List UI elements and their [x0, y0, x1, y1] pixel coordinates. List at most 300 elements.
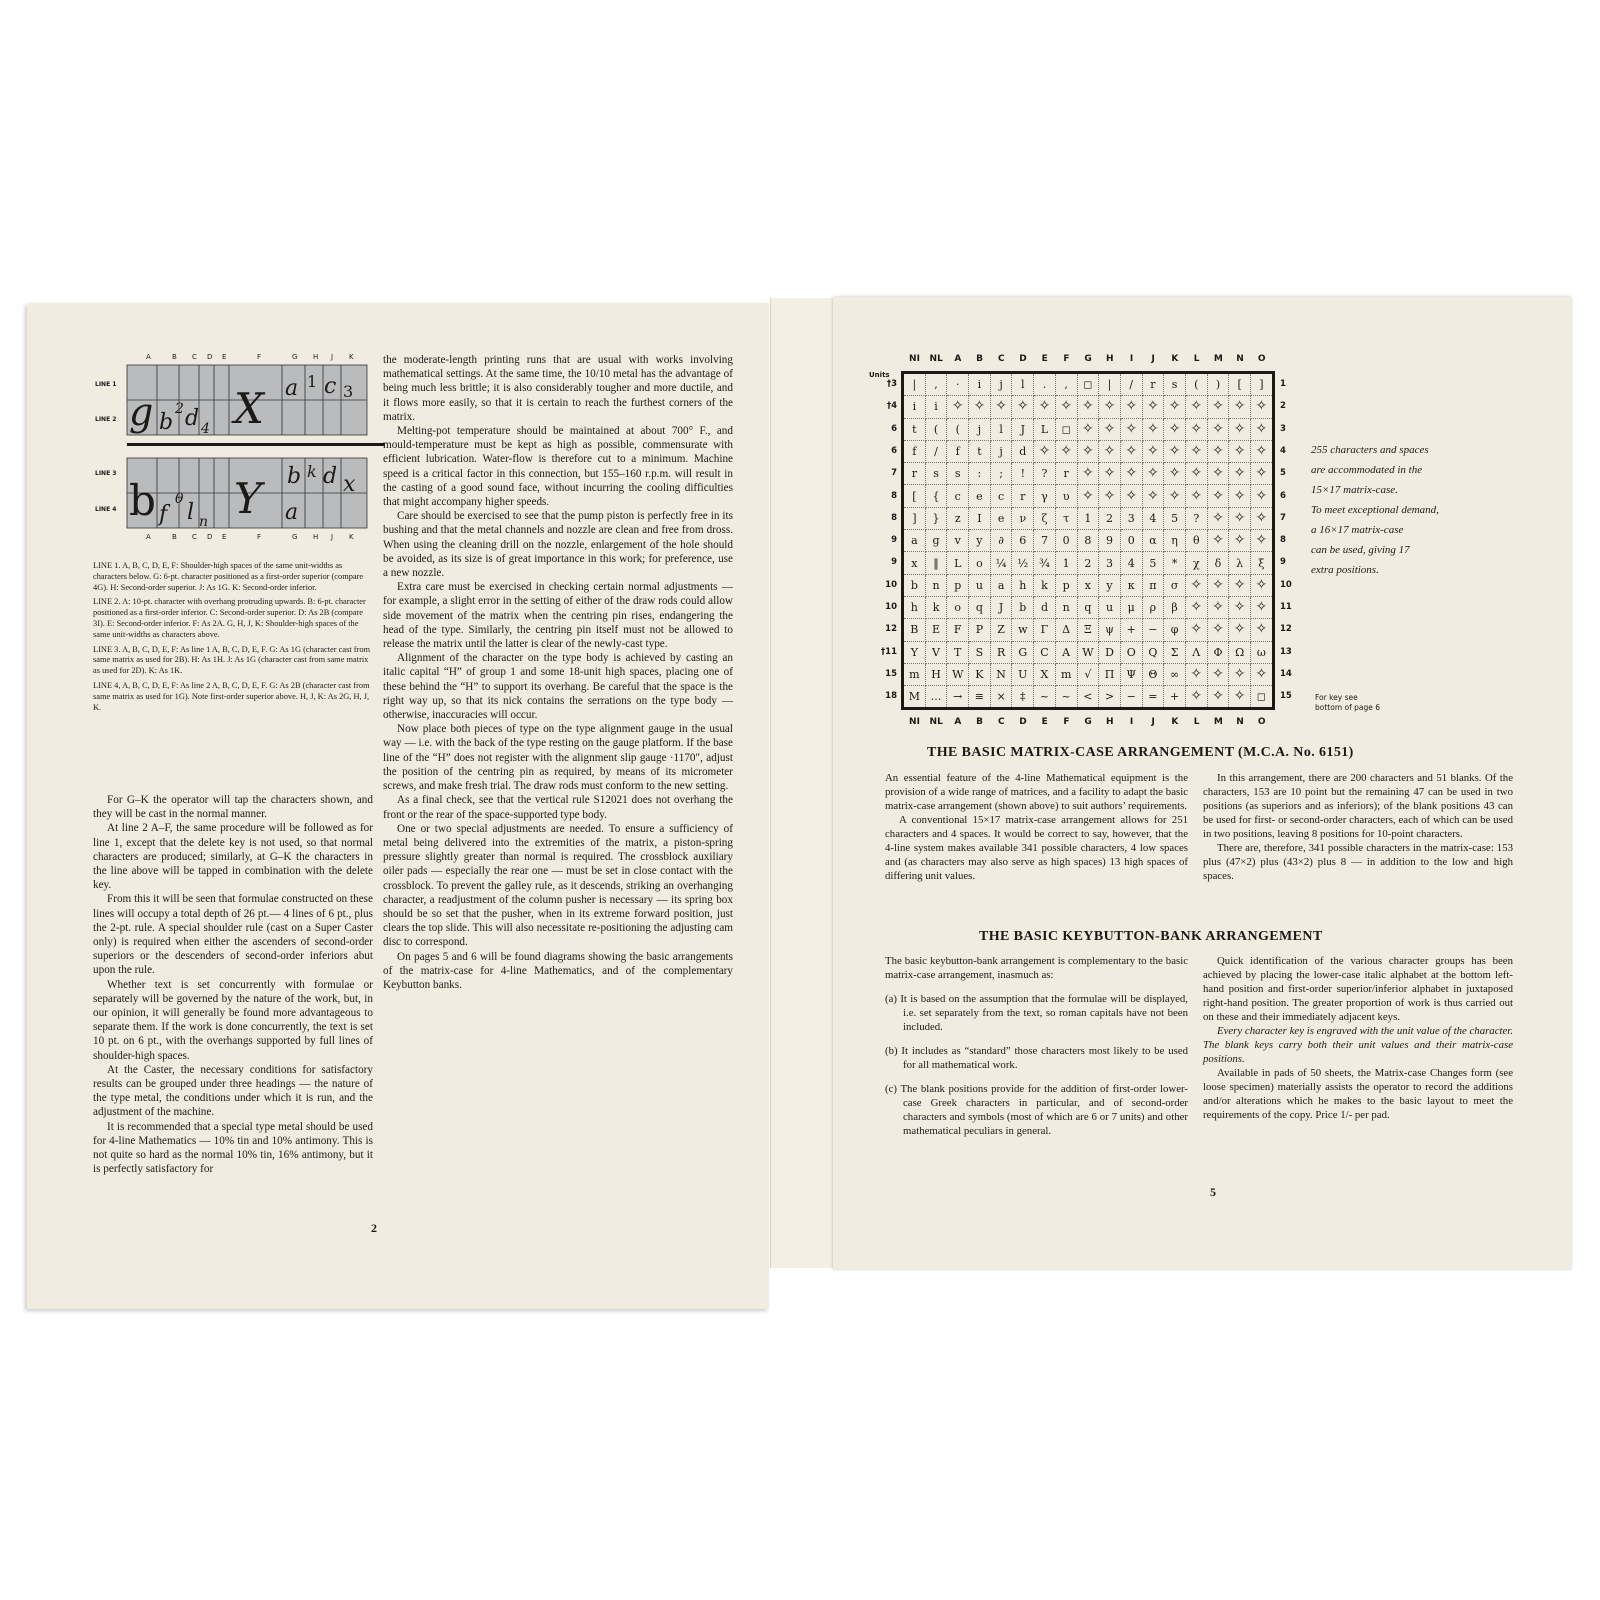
matrix-row-number: 15 [1280, 691, 1292, 702]
svg-text:a: a [285, 376, 299, 401]
matrix-col-header: NI [909, 717, 920, 727]
matrix-cell: [ [1229, 373, 1251, 396]
matrix-cell: θ [1185, 530, 1207, 552]
col-letter: D [207, 353, 213, 361]
matrix-cell: ✧ [1142, 463, 1164, 485]
matrix-col-header: G [1084, 717, 1092, 727]
matrix-cell: | [1099, 373, 1121, 396]
paragraph: For G–K the operator will tap the characters shown, and they will be cast in the normal manner. [93, 794, 373, 821]
matrix-unit-value: 15 [885, 668, 897, 679]
matrix-cell: … [925, 686, 947, 709]
matrix-cell: k [925, 596, 947, 618]
matrix-cell: ✧ [1185, 396, 1207, 418]
matrix-cell: ✧ [1055, 440, 1077, 462]
matrix-section-col2 [1203, 771, 1513, 883]
matrix-cell: e [990, 507, 1012, 529]
matrix-cell: B [903, 619, 926, 641]
matrix-cell: V [925, 641, 947, 663]
matrix-cell: ν [1012, 507, 1034, 529]
matrix-cell: D [1099, 641, 1121, 663]
matrix-cell: Ξ [1077, 619, 1099, 641]
matrix-row [903, 619, 1274, 641]
matrix-cell: q [1077, 596, 1099, 618]
col-letter: C [192, 353, 197, 361]
matrix-cell: i [969, 373, 991, 396]
matrix-cell: 7 [1034, 530, 1056, 552]
note-line: To meet exceptional demand, [1311, 504, 1439, 516]
matrix-cell: ✧ [1251, 596, 1274, 618]
matrix-cell: r [1012, 485, 1034, 507]
col-letter: F [257, 533, 262, 541]
matrix-cell: = [1142, 686, 1164, 709]
list-item: (b) It includes as “standard” those characters most likely to be used for all mathematical work. [885, 1045, 1188, 1071]
col-letter: E [222, 533, 227, 541]
matrix-cell: b [1012, 596, 1034, 618]
matrix-row-number: 6 [1280, 490, 1286, 501]
line-label: LINE 3 [95, 470, 117, 477]
caption-line: LINE 3. A, B, C, D, E, F: As line 1 A, B, C, D, E, F. G: As 1G (character cast from same matrix as used for 2B). H: As 1H. J: As 1G (character cast from same matrix as used for 2D). K: As 1K. [93, 644, 371, 676]
matrix-cell: τ [1055, 507, 1077, 529]
matrix-row [903, 507, 1274, 529]
units-label: Units [869, 371, 890, 379]
caption-line: LINE 4, A, B, C, D, E, F: As line 2 A, B, C, D, E, F. G: As 2B (character cast from same matrix as used for 1G). Note first-order superior above. H, J, K: As 2G, H, J, K. [93, 680, 370, 712]
matrix-unit-value: 7 [891, 468, 897, 479]
matrix-cell: K [969, 663, 991, 685]
matrix-cell: υ [1055, 485, 1077, 507]
heading-matrix-case: THE BASIC MATRIX-CASE ARRANGEMENT (M.C.A. No. 6151) [927, 745, 1354, 760]
matrix-cell: m [903, 663, 926, 685]
matrix-cell: π [1142, 574, 1164, 596]
matrix-cell: + [1120, 619, 1142, 641]
matrix-cell: 0 [1120, 530, 1142, 552]
paragraph: At the Caster, the necessary conditions for satisfactory results can be grouped under three headings — the nature of the type metal, the conditions under which it is run, and the adjustment of the machine. [93, 1063, 373, 1119]
matrix-unit-value: †11 [880, 646, 897, 657]
col-letter: J [331, 533, 334, 541]
matrix-cell: Z [990, 619, 1012, 641]
col-letter: B [172, 353, 177, 361]
paragraph: As a final check, see that the vertical rule S12021 does not overhang the front or the rear of the space-supported type body. [383, 794, 733, 821]
matrix-cell: ✧ [1229, 663, 1251, 685]
matrix-cell: ✧ [1207, 619, 1229, 641]
matrix-cell: J [1012, 418, 1034, 440]
matrix-cell: √ [1077, 663, 1099, 685]
matrix-row [903, 686, 1274, 709]
list-item: (a) It is based on the assumption that the formulae will be displayed, i.e. set separately from the text, so roman capitals have not been included. [885, 993, 1188, 1033]
heading-keybutton: THE BASIC KEYBUTTON-BANK ARRANGEMENT [979, 929, 1323, 944]
matrix-unit-value: 10 [885, 579, 897, 590]
matrix-cell: 3 [1120, 507, 1142, 529]
matrix-cell: M [903, 686, 926, 709]
paragraph: Melting-pot temperature should be maintained at about 700° F., and mould-temperature must be kept as high as possible, commensurate with efficient lubrication. Water-flow is therefore cut to a minimum. Machine speed is a critical factor in this connection, but 155–160 r.p.m. will result in the casting of a good sound face, without incurring the cooling difficulties that might accompany higher speeds. [383, 425, 733, 509]
matrix-cell: ( [925, 418, 947, 440]
matrix-cell: g [925, 530, 947, 552]
matrix-cell: + [1164, 686, 1186, 709]
matrix-col-header: J [1151, 717, 1155, 727]
col-letter: A [146, 353, 151, 361]
matrix-col-header: D [1019, 717, 1027, 727]
note-line: can be used, giving 17 [1311, 544, 1410, 556]
matrix-cell: ] [903, 507, 926, 529]
svg-text:2: 2 [175, 401, 184, 417]
matrix-col-headers-bottom [901, 717, 1266, 729]
matrix-cell: ✧ [1229, 596, 1251, 618]
matrix-cell: × [990, 686, 1012, 709]
matrix-cell: , [1055, 373, 1077, 396]
col-letter: K [349, 533, 354, 541]
matrix-cell: U [1012, 663, 1034, 685]
matrix-cell: β [1164, 596, 1186, 618]
left-column-1 [93, 793, 373, 1176]
matrix-cell: e [969, 485, 991, 507]
matrix-cell: ✧ [1185, 463, 1207, 485]
matrix-col-header: L [1193, 354, 1200, 364]
matrix-cell: ✧ [1142, 485, 1164, 507]
matrix-col-header: A [954, 354, 962, 364]
matrix-cell: x [1077, 574, 1099, 596]
col-letter: F [257, 353, 262, 361]
matrix-unit-value: 8 [891, 490, 897, 501]
paragraph: The basic keybutton-bank arrangement is complementary to the basic matrix-case arrangement, inasmuch as: [885, 955, 1188, 981]
matrix-cell: ✧ [1077, 440, 1099, 462]
matrix-cell: I [969, 507, 991, 529]
matrix-cell: − [1120, 686, 1142, 709]
matrix-cell: i [925, 396, 947, 418]
matrix-cell: h [903, 596, 926, 618]
matrix-cell: A [1055, 641, 1077, 663]
matrix-cell: / [925, 440, 947, 462]
matrix-cell: R [990, 641, 1012, 663]
matrix-cell: ~ [1034, 686, 1056, 709]
matrix-cell: m [1055, 663, 1077, 685]
matrix-col-header: M [1213, 717, 1223, 727]
matrix-row-number: 9 [1280, 557, 1286, 568]
matrix-cell: ✧ [947, 396, 969, 418]
caption-line: LINE 1. A, B, C, D, E, F: Shoulder-high spaces of the same unit-widths as characters below. G: 6-pt. character positioned as a first-order superior (compare 4G). H: Second-order superior. J: As 1G. K: Second-order inferior. [93, 561, 364, 592]
paragraph: Extra care must be exercised in checking certain normal adjustments — for example, a slight error in the setting of either of the draw rods could allow side movement of the matrix when the centring pin rises, endangering the head of the type. Similarly, the centring pin itself must not be allowed to release the matrix until the latter is clear of the newly-cast type. [383, 581, 733, 651]
matrix-row-number: 13 [1280, 646, 1292, 657]
matrix-cell: ~ [1055, 686, 1077, 709]
matrix-cell: Γ [1034, 619, 1056, 641]
matrix-cell: w [1012, 619, 1034, 641]
matrix-cell: 6 [1012, 530, 1034, 552]
matrix-cell: a [990, 574, 1012, 596]
matrix-cell: ✧ [1251, 619, 1274, 641]
svg-text:b: b [129, 476, 156, 525]
svg-text:a: a [285, 500, 299, 525]
matrix-cell: ✧ [1185, 574, 1207, 596]
matrix-row [903, 463, 1274, 485]
matrix-cell: ✧ [1229, 418, 1251, 440]
matrix-cell: p [1055, 574, 1077, 596]
svg-text:d: d [323, 464, 338, 489]
col-letter: D [207, 533, 213, 541]
matrix-cell: 4 [1142, 507, 1164, 529]
matrix-cell: a [903, 530, 926, 552]
matrix-cell: r [1055, 463, 1077, 485]
svg-text:θ: θ [175, 491, 184, 507]
matrix-cell: X [1034, 663, 1056, 685]
matrix-cell: y [969, 530, 991, 552]
matrix-cell: ✧ [1142, 418, 1164, 440]
matrix-col-header: J [1151, 354, 1155, 364]
matrix-row-number: 4 [1280, 445, 1286, 456]
matrix-cell: ✧ [1120, 463, 1142, 485]
matrix-cell: ✧ [1099, 440, 1121, 462]
matrix-cell: ✧ [1229, 574, 1251, 596]
matrix-cell: → [947, 686, 969, 709]
matrix-cell: u [1099, 596, 1121, 618]
matrix-cell: r [903, 463, 926, 485]
matrix-col-header: G [1084, 354, 1092, 364]
matrix-cell: ✧ [1207, 530, 1229, 552]
matrix-cell: λ [1229, 552, 1251, 574]
matrix-cell: ✧ [1207, 574, 1229, 596]
matrix-row [903, 530, 1274, 552]
matrix-cell: W [1077, 641, 1099, 663]
line-label: LINE 2 [95, 416, 117, 423]
matrix-col-headers-top [901, 354, 1266, 366]
matrix-row [903, 641, 1274, 663]
matrix-cell: Y [903, 641, 926, 663]
matrix-cell: 1 [1077, 507, 1099, 529]
paragraph: Quick identification of the various character groups has been achieved by placing the lower-case italic alphabet at the bottom left-hand position and first-order superior/inferior alphabet in juxtaposed right-hand position. The greater proportion of work is thus carried out on these and their immediately adjacent keys. [1203, 955, 1513, 1023]
matrix-cell: l [1012, 373, 1034, 396]
matrix-cell: 5 [1164, 507, 1186, 529]
matrix-cell: n [925, 574, 947, 596]
matrix-cell: ✧ [1164, 485, 1186, 507]
matrix-row-number: 2 [1280, 401, 1286, 412]
matrix-row-number: 11 [1280, 602, 1292, 612]
matrix-cell: Q [1142, 641, 1164, 663]
matrix-cell: | [903, 373, 926, 396]
diagram-col-letters-bottom [117, 533, 397, 545]
matrix-cell: O [1120, 641, 1142, 663]
matrix-cell: 2 [1099, 507, 1121, 529]
matrix-row [903, 596, 1274, 618]
matrix-col-header: H [1106, 354, 1114, 364]
matrix-cell: r [1142, 373, 1164, 396]
matrix-cell: − [1142, 619, 1164, 641]
matrix-cell: ζ [1034, 507, 1056, 529]
matrix-cell: ◻ [1055, 418, 1077, 440]
matrix-cell: j [969, 418, 991, 440]
matrix-cell: c [990, 485, 1012, 507]
matrix-units-column [871, 371, 897, 711]
matrix-case-grid [901, 371, 1275, 710]
matrix-cell: H [925, 663, 947, 685]
matrix-cell: ξ [1251, 552, 1274, 574]
matrix-cell: ✧ [1185, 440, 1207, 462]
matrix-col-header: C [997, 717, 1005, 727]
svg-text:Y: Y [234, 474, 262, 523]
paragraph: Care should be exercised to see that the pump piston is perfectly free in its bushing and that the metal channels and nozzle are clean and free from dross. When using the cleaning drill on the nozzle, enlargement of the hole should be avoided, as its size is of great importance in this work; for preference, use a new nozzle. [383, 510, 733, 580]
matrix-side-note [1311, 440, 1511, 580]
matrix-cell: . [1034, 373, 1056, 396]
matrix-cell: / [1120, 373, 1142, 396]
matrix-col-header: NI [909, 354, 920, 364]
note-line: 255 characters and spaces [1311, 444, 1429, 456]
matrix-unit-value: 9 [891, 535, 897, 546]
matrix-row-number: 5 [1280, 468, 1286, 479]
matrix-cell: ω [1251, 641, 1274, 663]
matrix-cell: σ [1164, 574, 1186, 596]
matrix-cell: ✧ [1251, 663, 1274, 685]
matrix-cell: ✧ [1077, 418, 1099, 440]
matrix-cell: δ [1207, 552, 1229, 574]
matrix-cell: ✧ [1251, 485, 1274, 507]
matrix-cell: j [990, 373, 1012, 396]
matrix-cell: Φ [1207, 641, 1229, 663]
binding-strip [770, 298, 833, 1268]
matrix-cell: ✧ [1229, 619, 1251, 641]
note-line: 15×17 matrix-case. [1311, 484, 1398, 496]
matrix-cell: ✧ [1229, 396, 1251, 418]
note-line: a 16×17 matrix-case [1311, 524, 1404, 536]
svg-text:3: 3 [343, 382, 354, 401]
paragraph: Available in pads of 50 sheets, the Matrix-case Changes form (see loose specimen) materially assists the operator to record the additions and/or alterations which he makes to the basic layout to meet the requirements of the copy. Price 1/- per pad. [1203, 1067, 1513, 1121]
matrix-cell: k [1034, 574, 1056, 596]
col-letter: H [313, 533, 319, 541]
matrix-cell: ✧ [1185, 485, 1207, 507]
matrix-cell: u [969, 574, 991, 596]
matrix-col-header: C [997, 354, 1005, 364]
col-letter: E [222, 353, 227, 361]
matrix-cell: ✧ [1142, 440, 1164, 462]
matrix-cell: z [947, 507, 969, 529]
matrix-col-header: F [1063, 717, 1070, 727]
diagram-svg [117, 353, 397, 543]
matrix-cell: χ [1185, 552, 1207, 574]
matrix-cell: l [990, 418, 1012, 440]
matrix-cell: ✧ [1164, 418, 1186, 440]
matrix-cell: ✧ [1207, 396, 1229, 418]
matrix-cell: ◻ [1251, 686, 1274, 709]
col-letter: B [172, 533, 177, 541]
matrix-cell: ✧ [1229, 686, 1251, 709]
matrix-col-header: A [954, 717, 962, 727]
matrix-cell: S [969, 641, 991, 663]
matrix-col-header: M [1213, 354, 1223, 364]
matrix-cell: κ [1120, 574, 1142, 596]
matrix-cell: h [1012, 574, 1034, 596]
matrix-row [903, 485, 1274, 507]
matrix-row-number: 7 [1280, 512, 1286, 523]
matrix-cell: ] [1251, 373, 1274, 396]
matrix-cell: ✧ [1099, 396, 1121, 418]
paragraph: There are, therefore, 341 possible characters in the matrix-case: 153 plus (47×2) plus (43×2) plus 8 — in addition to the low and high spaces. [1203, 842, 1513, 882]
matrix-cell: ✧ [1207, 686, 1229, 709]
matrix-cell: x [903, 552, 926, 574]
matrix-cell: 2 [1077, 552, 1099, 574]
matrix-row [903, 574, 1274, 596]
page-number: 5 [1210, 1185, 1216, 1199]
matrix-row [903, 663, 1274, 685]
paragraph: A conventional 15×17 matrix-case arrangement allows for 251 characters and 4 spaces. It would be correct to say, however, that the 4-line system makes available 341 possible characters, 4 low spaces and (as characters may also serve as high spaces) 13 high spaces of differing unit values. [885, 814, 1188, 882]
matrix-cell: ✧ [1185, 596, 1207, 618]
matrix-cell: ρ [1142, 596, 1164, 618]
matrix-col-header: L [1193, 717, 1200, 727]
note-line: extra positions. [1311, 564, 1379, 576]
matrix-cell: W [947, 663, 969, 685]
matrix-col-header: F [1063, 354, 1070, 364]
matrix-cell: ✧ [1229, 440, 1251, 462]
matrix-cell: ¼ [990, 552, 1012, 574]
matrix-cell: ✧ [1120, 418, 1142, 440]
svg-text:n: n [199, 514, 209, 530]
svg-text:4: 4 [201, 421, 210, 437]
matrix-cell: · [947, 373, 969, 396]
matrix-cell: γ [1034, 485, 1056, 507]
matrix-col-header: B [976, 354, 984, 364]
matrix-row-number: 3 [1280, 423, 1286, 434]
matrix-cell: ‖ [925, 552, 947, 574]
col-letter: K [349, 353, 354, 361]
matrix-cell: ✧ [1185, 686, 1207, 709]
svg-text:X: X [234, 384, 264, 433]
matrix-cell: ? [1185, 507, 1207, 529]
matrix-cell: s [947, 463, 969, 485]
matrix-unit-value: 10 [885, 602, 897, 612]
matrix-cell: b [903, 574, 926, 596]
matrix-cell: ✧ [1251, 396, 1274, 418]
matrix-cell: n [1055, 596, 1077, 618]
matrix-cell: ✧ [1207, 596, 1229, 618]
matrix-cell: ✧ [1207, 507, 1229, 529]
matrix-col-header: O [1257, 354, 1266, 364]
matrix-row [903, 418, 1274, 440]
matrix-cell: ✧ [1099, 463, 1121, 485]
matrix-unit-value: †4 [886, 401, 897, 412]
matrix-cell: L [947, 552, 969, 574]
matrix-col-header: B [976, 717, 984, 727]
matrix-cell: s [1164, 373, 1186, 396]
matrix-row-number: 10 [1280, 579, 1292, 590]
matrix-cell: ◻ [1077, 373, 1099, 396]
matrix-cell: G [1012, 641, 1034, 663]
matrix-col-header: D [1019, 354, 1027, 364]
col-letter: G [292, 533, 298, 541]
matrix-cell: ? [1034, 463, 1056, 485]
matrix-cell: ¾ [1034, 552, 1056, 574]
matrix-cell: ‡ [1012, 686, 1034, 709]
matrix-cell: ∂ [990, 530, 1012, 552]
paragraph: Every character key is engraved with the unit value of the character. The blank keys carry both their unit values and their matrix-case positions. [1203, 1025, 1513, 1065]
paragraph: From this it will be seen that formulae constructed on these lines will occupy a total depth of 26 pt.— 4 lines of 6 pt., plus the 2-pt. rule. A special shoulder rule (cast on a Super Caster only) is required when either the ascenders of second-order superiors or the descenders of second-order inferiors abut upon the rule. [93, 893, 373, 977]
matrix-cell: Θ [1142, 663, 1164, 685]
col-letter: A [146, 533, 151, 541]
matrix-cell: ✧ [1120, 485, 1142, 507]
matrix-unit-value: 6 [891, 445, 897, 456]
matrix-cell: ∞ [1164, 663, 1186, 685]
matrix-cell: ✧ [1229, 507, 1251, 529]
key-note-line: bottom of page 6 [1315, 703, 1381, 712]
left-column-2 [383, 353, 733, 992]
matrix-col-header: N [1236, 717, 1244, 727]
matrix-col-header: E [1041, 717, 1048, 727]
matrix-cell: ✧ [1034, 396, 1056, 418]
matrix-row-numbers [1280, 371, 1300, 711]
matrix-cell: d [1034, 596, 1056, 618]
matrix-col-header: K [1171, 354, 1179, 364]
matrix-unit-value: 8 [891, 512, 897, 523]
paragraph: In this arrangement, there are 200 characters and 51 blanks. Of the characters, 153 are 10 point but the remaining 47 can be used in two positions (as superiors and as inferiors); of the blank positions 43 can be used for first- or second-order characters, each of which can be used in two positions, leaving 8 positions for 10-point characters. [1203, 772, 1513, 840]
matrix-cell: ≡ [969, 686, 991, 709]
page-number: 2 [371, 1221, 377, 1235]
matrix-col-header: NL [929, 717, 943, 727]
matrix-cell: L [1034, 418, 1056, 440]
matrix-cell: [ [903, 485, 926, 507]
svg-text:x: x [343, 472, 356, 497]
